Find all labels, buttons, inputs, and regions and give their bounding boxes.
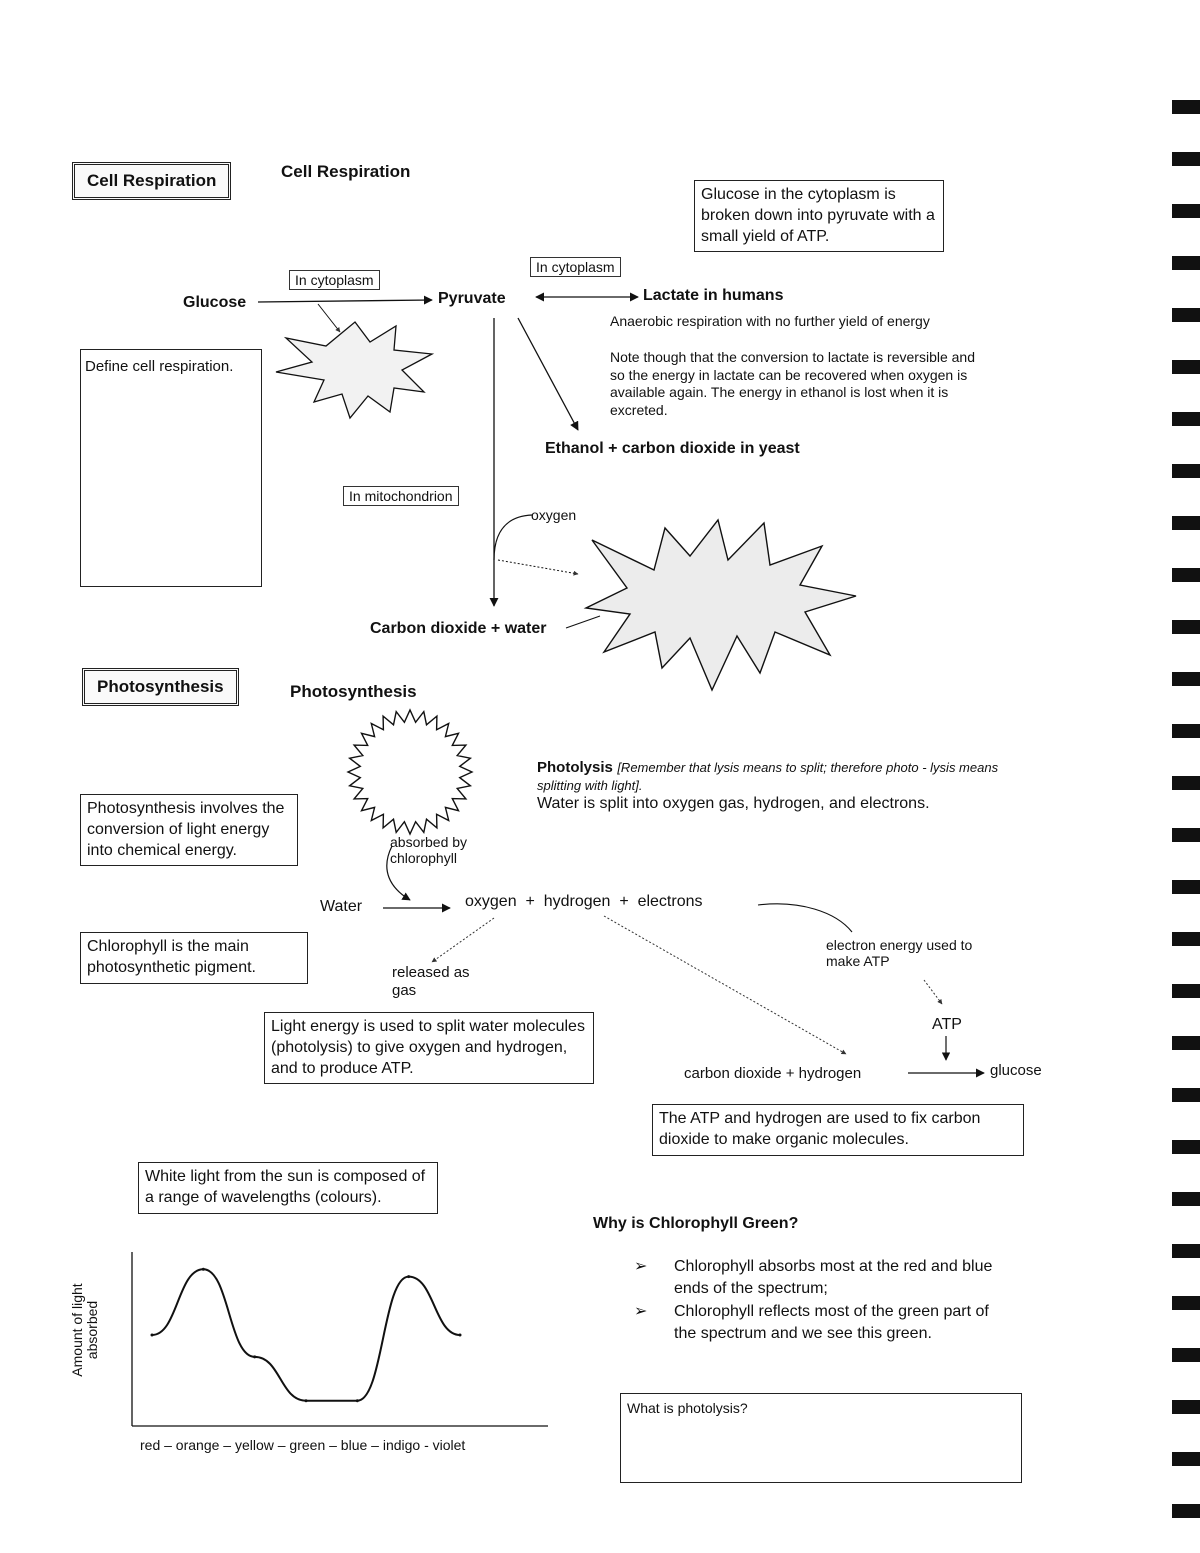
products-label: oxygen + hydrogen + electrons	[465, 893, 703, 910]
pyruvate-label: Pyruvate	[438, 290, 506, 307]
glucose-to-pyruvate-arrow	[258, 300, 432, 302]
chart-xlabel: red – orange – yellow – green – blue – indigo - violet	[140, 1437, 466, 1453]
photolysis-title: Photolysis	[537, 759, 613, 776]
chart-point-orange	[202, 1268, 205, 1271]
pyruvate-ethanol-arrow	[518, 318, 578, 430]
in-mitochondrion-label: In mitochondrion	[343, 486, 459, 506]
chart-point-blue	[356, 1399, 359, 1402]
to-large-yield-arrow	[498, 560, 578, 574]
atp-label: ATP	[932, 1016, 962, 1033]
oxygen-label: oxygen	[531, 507, 577, 523]
in-cytoplasm-label-2: In cytoplasm	[530, 257, 621, 277]
co2-water-label: Carbon dioxide + water	[370, 620, 547, 637]
co2-hydrogen-label: carbon dioxide + hydrogen	[684, 1065, 862, 1082]
chart-point-red	[151, 1334, 154, 1337]
chart-series-line	[152, 1269, 460, 1400]
why-chlorophyll-green-heading: Why is Chlorophyll Green?	[593, 1215, 799, 1232]
sun-icon	[348, 710, 472, 834]
photolysis-question: What is photolysis?	[627, 1400, 748, 1416]
energy-to-atp-arrow	[924, 980, 942, 1004]
chart-point-indigo	[407, 1275, 410, 1278]
photosynthesis-tag: Photosynthesis	[82, 668, 239, 706]
define-cell-respiration-question: Define cell respiration.	[85, 358, 234, 375]
cell-respiration-heading: Cell Respiration	[281, 162, 411, 181]
white-light-box: White light from the sun is composed of a range of wavelengths (colours).	[138, 1162, 438, 1214]
bullet-marker-icon: ➢	[634, 1258, 648, 1275]
cell-respiration-tag: Cell Respiration	[72, 162, 231, 200]
photosynthesis-heading: Photosynthesis	[290, 682, 417, 701]
small-yield-pointer-arrow	[318, 304, 340, 332]
bullet-marker-icon: ➢	[634, 1303, 648, 1321]
released-as-gas-text: released as gas	[392, 964, 470, 999]
in-cytoplasm-label-1: In cytoplasm	[289, 270, 380, 290]
hydrogen-to-co2-arrow	[604, 916, 846, 1054]
absorbed-by-text: absorbed by chlorophyll	[390, 834, 468, 867]
chart-ylabel: Amount of light absorbed	[69, 1283, 100, 1377]
conversion-info-box: Photosynthesis involves the conversion of light energy into chemical energy.	[80, 794, 298, 866]
oxygen-branch-line	[494, 515, 532, 560]
chlorophyll-pigment-box: Chlorophyll is the main photosynthetic pigment.	[80, 932, 308, 984]
atp-fix-box: The ATP and hydrogen are used to fix carbon dioxide to make organic molecules.	[652, 1104, 1024, 1156]
anaerobic-text: Anaerobic respiration with no further yield of energy	[610, 313, 930, 329]
chart-point-green	[305, 1399, 308, 1402]
glucose-info-box: Glucose in the cytoplasm is broken down into pyruvate with a small yield of ATP.	[694, 180, 944, 252]
chart-point-yellow	[253, 1355, 256, 1358]
absorbed-arrow	[387, 846, 410, 900]
chart-point-violet	[459, 1334, 462, 1337]
glucose-label: Glucose	[183, 294, 247, 311]
electrons-to-energy-line	[758, 904, 852, 932]
photolysis-note: [Remember that lysis means to split; therefore photo - lysis means splitting with light].	[537, 760, 999, 793]
small-yield-starburst	[276, 322, 432, 418]
bullet-text: Chlorophyll reflects most of the green part of the spectrum and we see this green.	[674, 1303, 989, 1342]
ethanol-label: Ethanol + carbon dioxide in yeast	[545, 440, 800, 457]
absorption-chart	[132, 1252, 548, 1426]
water-label: Water	[320, 898, 363, 915]
large-yield-starburst	[586, 520, 856, 690]
bullet-text: Chlorophyll absorbs most at the red and blue ends of the spectrum;	[674, 1258, 993, 1297]
photolysis-description: Water is split into oxygen gas, hydrogen, and electrons.	[537, 795, 930, 812]
electron-energy-text: electron energy used to make ATP	[826, 937, 973, 970]
co2-pointer-line	[566, 616, 600, 628]
lactate-label: Lactate in humans	[643, 287, 784, 304]
oxygen-released-arrow	[432, 918, 494, 962]
light-split-box: Light energy is used to split water molecules (photolysis) to give oxygen and hydrogen, and to produce ATP.	[264, 1012, 594, 1084]
glucose-product-label: glucose	[990, 1062, 1042, 1079]
lactate-note: Note though that the conversion to lactate is reversible and so the energy in lactate can be recovered when oxygen is available again. The energy in ethanol is lost when it is excreted.	[610, 349, 975, 418]
